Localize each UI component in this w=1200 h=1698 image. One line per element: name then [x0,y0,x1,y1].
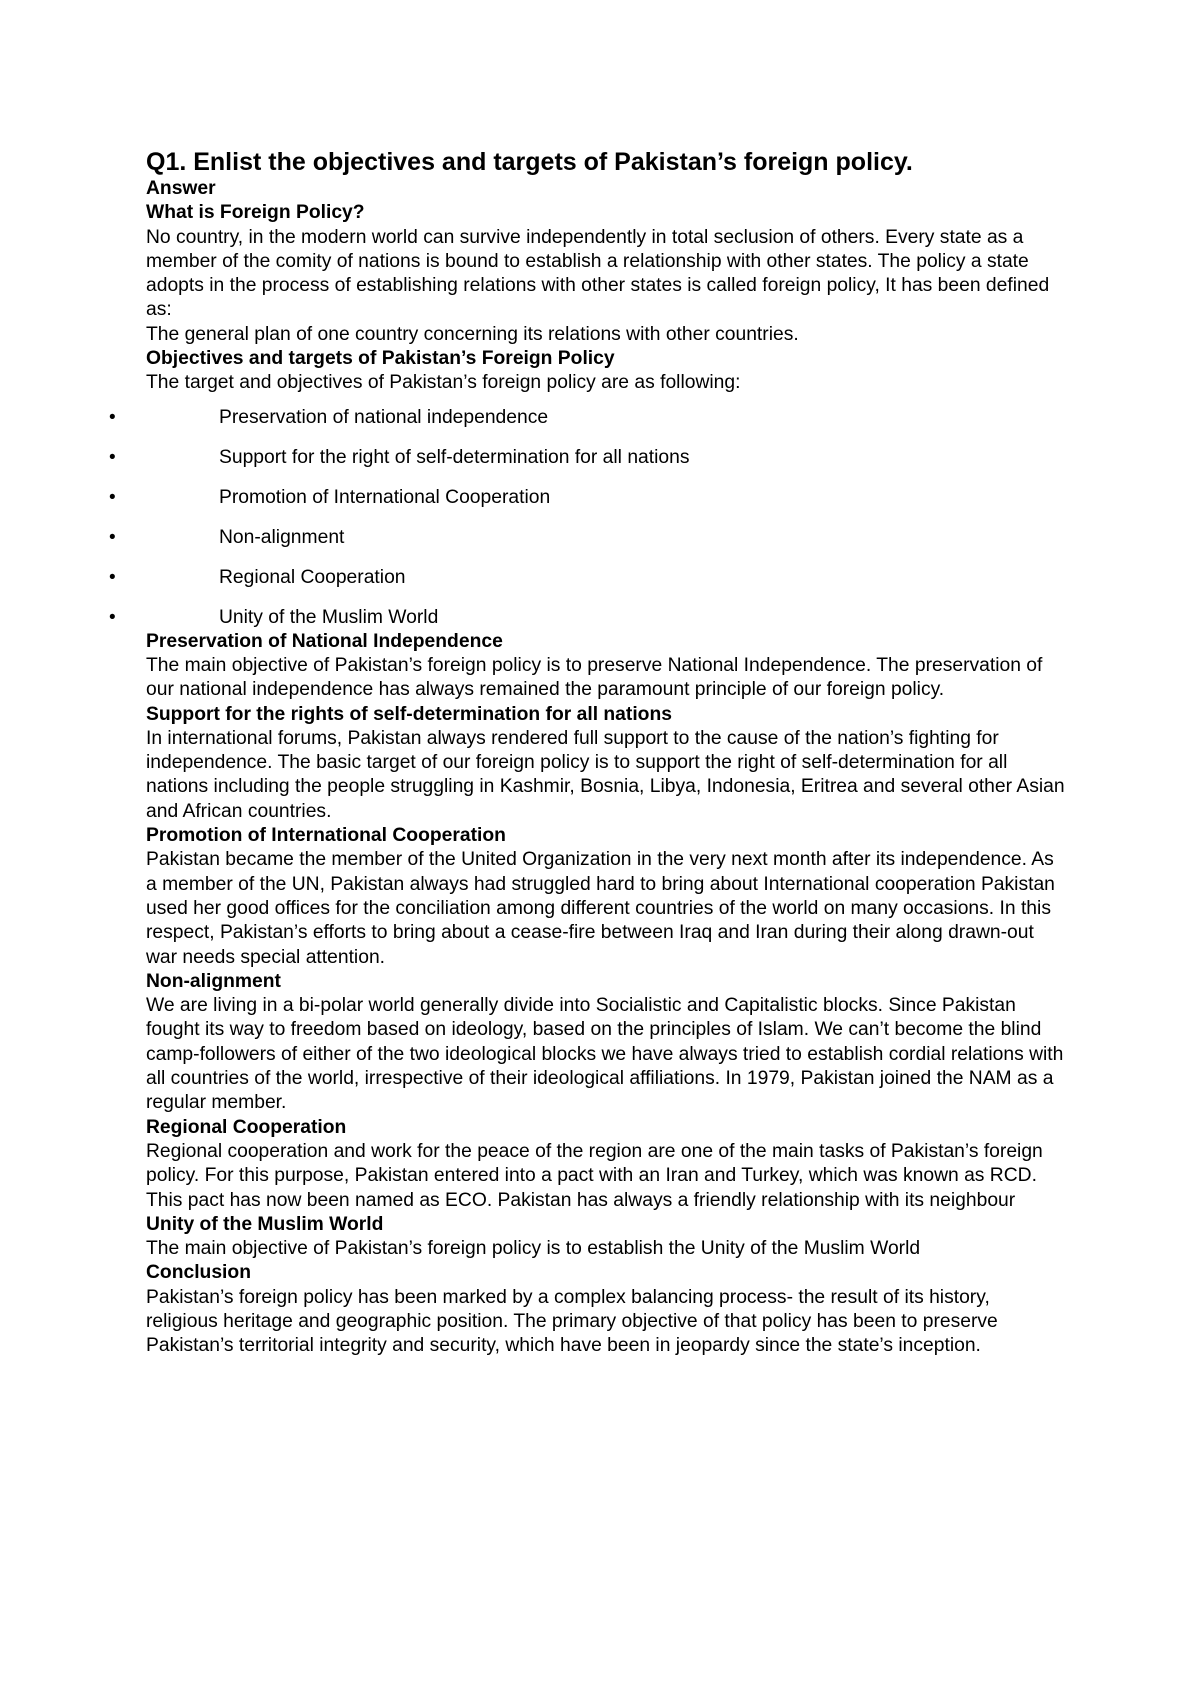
list-item [109,606,1066,630]
objective-text: Unity of the Muslim World [219,606,439,628]
bullet-icon: • [109,446,116,468]
intro-paragraph: No country, in the modern world can survive independently in total seclusion of others. Every state as a member of the comity of nations is bound to establish a relationship with other states. The policy a state adopts in the process of establishing relations with other states is called foreign policy, It has been defined as: [146,226,1050,321]
list-item [109,446,1066,486]
section-body-self-determination: In international forums, Pakistan always rendered full support to the cause of the nation’s fighting for independence. The basic target of our foreign policy is to support the right of self-determination for all nations including the people struggling in Kashmir, Bosnia, Libya, Indonesia, Eritrea and several other Asian and African countries. [146,727,1065,822]
section-body-non-alignment: We are living in a bi-polar world generally divide into Socialistic and Capitalistic blocks. Since Pakistan fought its way to freedom based on ideology, based on the principles of Islam. We can’t become the blind camp-followers of either of the two ideological blocks we have always tried to establish cordial relations with all countries of the world, irrespective of their ideological affiliations. In 1979, Pakistan joined the NAM as a regular member. [146,995,1064,1114]
document-page [109,147,1066,1359]
section-body-preservation: The main objective of Pakistan’s foreign policy is to preserve National Independence. The preservation of our national independence has always remained the paramount principle of our foreign policy. [146,654,1043,701]
definition-paragraph: The general plan of one country concerning its relations with other countries. [146,323,799,345]
section-heading-international-cooperation: Promotion of International Cooperation [146,825,506,847]
list-item [109,526,1066,566]
sections-block [146,630,1066,1359]
objective-text: Support for the right of self-determination for all nations [219,446,690,468]
section-heading-preservation: Preservation of National Independence [146,630,503,652]
objective-text: Promotion of International Cooperation [219,486,551,508]
section-body-international-cooperation: Pakistan became the member of the United Organization in the very next month after its independence. As a member of the UN, Pakistan always had struggled hard to bring about International cooperation Pakistan used her good offices for the conciliation among different countries of the world on many occasions. In this respect, Pakistan’s efforts to bring about a cease-fire between Iraq and Iran during their along drawn-out war needs special attention. [146,849,1055,968]
section-body-muslim-unity: The main objective of Pakistan’s foreign policy is to establish the Unity of the Muslim World [146,1238,921,1260]
bullet-icon: • [109,606,116,628]
bullet-icon: • [109,406,116,428]
bullet-icon: • [109,486,116,508]
objectives-list [109,406,1066,630]
objective-text: Regional Cooperation [219,566,406,588]
section-body-conclusion: Pakistan’s foreign policy has been marked by a complex balancing process- the result of its history, religious heritage and geographic position. The primary objective of that policy has been to preserve Pakistan’s territorial integrity and security, which have been in jeopardy since the state’s inception. [146,1286,998,1357]
bullet-icon: • [109,566,116,588]
objective-text: Preservation of national independence [219,406,549,428]
list-item [109,406,1066,446]
objectives-intro: The target and objectives of Pakistan’s foreign policy are as following: [146,372,741,394]
section-heading-muslim-unity: Unity of the Muslim World [146,1213,384,1235]
answer-label: Answer [146,178,216,199]
section-heading-regional-cooperation: Regional Cooperation [146,1116,347,1138]
bullet-icon: • [109,526,116,548]
list-item [109,566,1066,606]
section-heading-self-determination: Support for the rights of self-determination for all nations [146,703,672,725]
objective-text: Non-alignment [219,526,345,548]
section-body-regional-cooperation: Regional cooperation and work for the peace of the region are one of the main tasks of Pakistan’s foreign policy. For this purpose, Pakistan entered into a pact with an Iran and Turkey, which was known as RCD. This pact has now been named as ECO. Pakistan has always a friendly relationship with its neighbour [146,1140,1043,1211]
section-heading-non-alignment: Non-alignment [146,970,281,992]
objectives-heading: Objectives and targets of Pakistan’s Foreign Policy [146,348,615,370]
section-heading-conclusion: Conclusion [146,1262,251,1284]
intro-heading: What is Foreign Policy? [146,202,365,224]
intro-block [146,177,1066,396]
question-title: Q1. Enlist the objectives and targets of Pakistan’s foreign policy. [146,148,913,176]
list-item [109,486,1066,526]
